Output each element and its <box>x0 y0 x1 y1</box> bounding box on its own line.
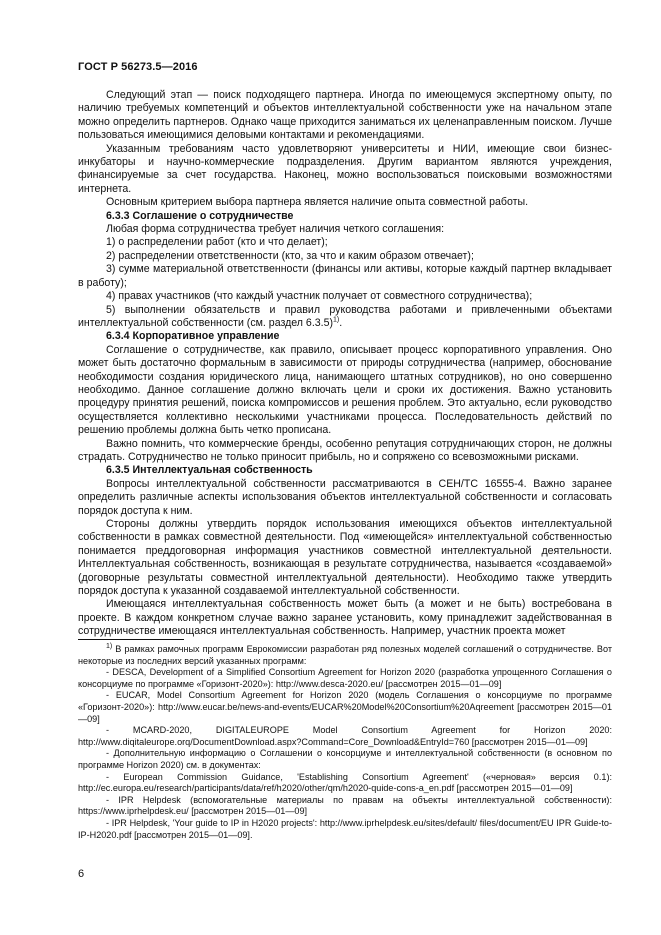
paragraph-governance: Соглашение о сотрудничестве, как правило, описывает процесс корпоративного управления. Оно может быть достаточно формальным в зависимости от природы сотрудничества (например, обоснование необходимости создания юридического лица, нанимающего штатных сотрудников), но оно совершенно необходимо. Данное соглашение должно включать цели и сроки их достижения. Важно установить процедуру принятия решений, поиска компромиссов и решения проблем. Это актуально, если руководство осуществляется коллективно несколькими участниками процесса. Последовательность действий по решению проблемы должна быть четко прописана. <box>78 343 612 437</box>
list-item <box>78 304 612 331</box>
main-text <box>78 89 612 639</box>
list-item: 2) распределении ответственности (кто, за что и каким образом отвечает); <box>106 249 474 262</box>
footnote-item: - EUCAR, Model Consortium Agreement for Horizon 2020 (модель Соглашения о консорциуме по программе «Горизонт-2020»): http://www.eucar.be/news-and-events/EUCAR%20Model%20Consortium%20Aqreement [рассмотрен 2015—01—09] <box>78 690 612 724</box>
paragraph-existing-ip: Имеющаяся интеллектуальная собственность может быть (а может и не быть) востребована в проекте. В каждом конкретном случае важно заранее установить, кому принадлежит задействованная в сотрудничестве имеющаяся интеллектуальная собственность. Например, участник проекта может <box>78 598 612 638</box>
paragraph-partner-search: Следующий этап — поиск подходящего партнера. Иногда по имеющемуся экспертному опыту, по наличию требуемых компетенций и объектов интеллектуальной собственности уже на начальном этапе можно определить партнеров. Однако чаще приходится заниматься их целенаправленным поиском. Лучше пользоваться имеющимися деловыми контактами и рекомендациями. <box>78 89 612 142</box>
footnote-item: - IPR Helpdesk, 'Your guide to IP in H2020 projects': http://www.iprhelpdesk.eu/sites/default/ files/document/EU IPR Guide-to-IP-H2020.pdf [рассмотрен 2015—01—09]. <box>78 817 612 840</box>
section-heading-6-3-3: 6.3.3 Соглашение о сотрудничестве <box>106 209 294 222</box>
list-item: 1) о распределении работ (кто и что делает); <box>106 236 328 249</box>
list-item: 4) правах участников (что каждый участник получает от совместного сотрудничества); <box>106 290 533 303</box>
footnote-item: - Дополнительную информацию о Соглашении о консорциуме и интеллектуальной собственности (в основном по программе Horizon 2020) см. в документах: <box>78 748 612 770</box>
footnote-item: - IPR Helpdesk (вспомогательные материалы по правам на объекты интеллектуальной собственности): https://www.iprhelpdesk.eu/ [рассмотрен 2015—01—09] <box>78 794 612 817</box>
page-number: 6 <box>78 868 85 880</box>
paragraph-requirements: Указанным требованиям часто удовлетворяют университеты и НИИ, имеющие свои бизнес-инкубаторы и научно-коммерческие подразделения. Другим вариантом являются учреждения, финансируемые за счет государства. Наконец, можно воспользоваться поисковыми возможностями интернета. <box>78 142 612 195</box>
footnote-mark: 1) <box>106 642 113 650</box>
footnote-item: - DESCA, Development of a Simplified Consortium Agreement for Horizon 2020 (разработка упрощенного Соглашения о консорциуме по программе «Горизонт-2020»): http://www.desca-2020.eu/ [рассмотрен 2015—01—09] <box>78 667 612 689</box>
list-item: 3) сумме материальной ответственности (финансы или активы, которые каждый партнер вкладывает в работу); <box>78 263 612 289</box>
footnote-divider <box>78 639 184 640</box>
footnote-item: - European Commission Guidance, 'Establishing Consortium Agreement' («черновая» версия 0.1): http://ec.europa.eu/research/participants/data/ref/h2020/other/qm/h2020-quide-cons-a_en.pdf [рассмотрен 2015—01—09] <box>78 771 612 794</box>
footnote-intro-text: В рамках рамочных программ Еврокомиссии разработан ряд полезных моделей соглашений о сотрудничестве. Вот некоторые из последних версий указанных программ: <box>78 644 612 666</box>
footnote-item: - MCARD-2020, DIGITALEUROPE Model Consortium Agreement for Horizon 2020: http://www.diqitaleurope.orq/DocumentDownload.aspx?Command=Core_Download&EntryId=760 [рассмотрен 2015—01—09] <box>78 725 612 747</box>
paragraph-agreement-intro: Любая форма сотрудничества требует наличия четкого соглашения: <box>106 223 445 236</box>
footnote-intro <box>78 644 612 667</box>
paragraph-criterion: Основным критерием выбора партнера является наличие опыта совместной работы. <box>106 196 529 209</box>
list-item-text: 5) выполнении обязательств и правил руководства работами и привлеченными объектами интеллектуальной собственности (см. раздел 6.3.5) <box>78 303 612 329</box>
footnote-reference: 1) <box>333 316 340 324</box>
paragraph-ip-order: Стороны должны утвердить порядок использования имеющихся объектов интеллектуальной собственности в рамках совместной деятельности. Под «имеющейся» интеллектуальной собственностью понимается преддоговорная информация участников совместной интеллектуальной деятельности. Интеллектуальная собственность, возникающая в результате сотрудничества, называется «создаваемой» (договорные результаты совместной интеллектуальной деятельности). Необходимо также утвердить порядок доступа к указанной создаваемой интеллектуальной собственности. <box>78 518 612 598</box>
section-heading-6-3-5: 6.3.5 Интеллектуальная собственность <box>106 464 313 477</box>
paragraph-brands: Важно помнить, что коммерческие бренды, особенно репутация сотрудничающих сторон, не должны страдать. Сотрудничество не только приносит прибыль, но и сопряжено со всевозможными рисками. <box>78 437 612 463</box>
section-heading-6-3-4: 6.3.4 Корпоративное управление <box>106 330 280 343</box>
document-header: ГОСТ Р 56273.5—2016 <box>78 61 198 73</box>
paragraph-ip-questions: Вопросы интеллектуальной собственности рассматриваются в CEH/TC 16555-4. Важно заранее определить различные аспекты использования объектов интеллектуальной собственности и согласовать порядок доступа к ним. <box>78 477 612 517</box>
footnotes <box>78 644 612 841</box>
list-item-end: . <box>339 316 343 329</box>
